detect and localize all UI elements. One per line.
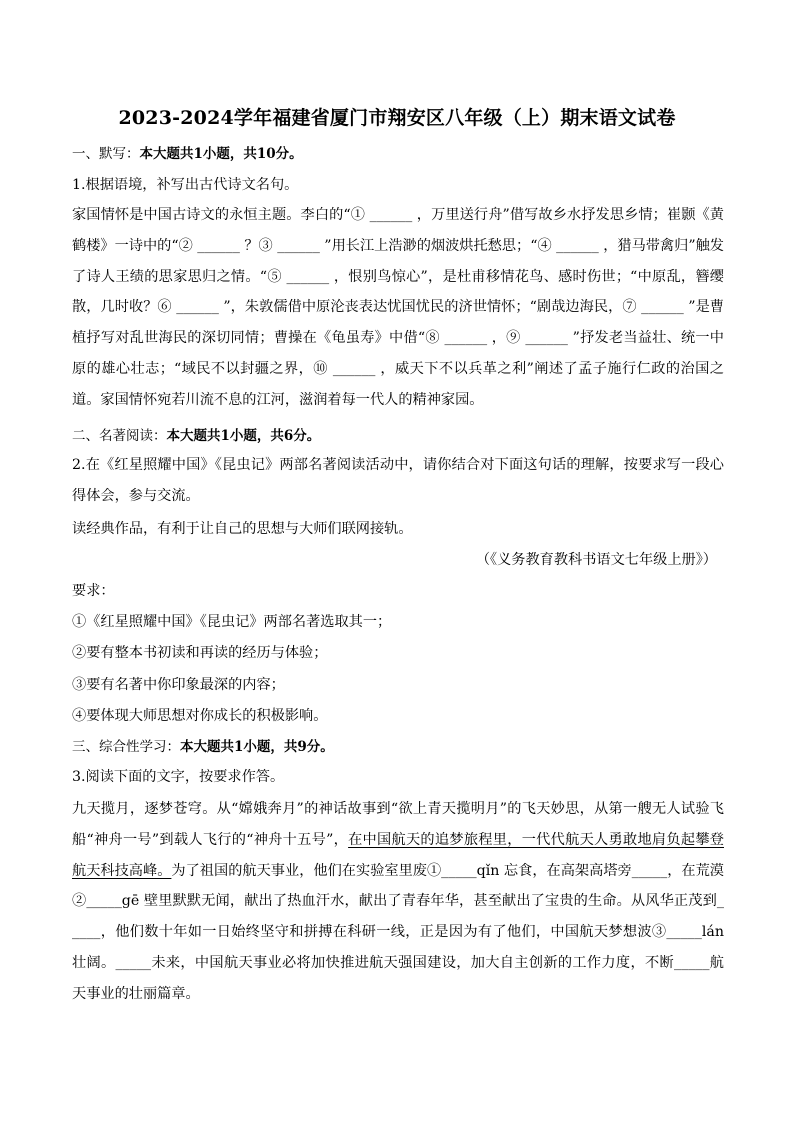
page-title: 2023-2024学年福建省厦门市翔安区八年级（上）期末语文试卷 xyxy=(118,107,676,129)
section-heading-3 xyxy=(72,737,732,757)
section-heading-score: 本大题共1小题，共9分。 xyxy=(180,739,334,755)
passage-text: 九天揽月，逐梦苍穹。从“嫦娥奔月”的神话故事到“欲上青天揽明月”的飞天妙思，从第一艘无人试验飞船“神舟一号”到载人飞行的“神舟十五号”， xyxy=(72,801,724,848)
section-heading-prefix: 二、名著阅读： xyxy=(72,428,167,444)
passage-text: 为了祖国的航天事业，他们在实验室里废①_____qǐn 忘食，在高架高塔旁_____，在荒漠②_____gē 壁里默默无闻，献出了热血汗水，献出了青春年华，甚至献出了宝贵的生命。从风华正茂到_____，他们数十年如一日始终坚守和拼搏在科研一线，正是因为有了他们，中国航天梦想波③_____lán 壮阔。_____未来，中国航天事业必将加快推进航天强国建设，加大自主创新的工作力度，不断_____航天事业的壮丽篇章。 xyxy=(72,862,724,1002)
section-heading-prefix: 一、默写： xyxy=(72,146,140,162)
requirement-item: ①《红星照耀中国》《昆虫记》两部名著选取其一； xyxy=(72,614,392,630)
quote-source: （《义务教育教科书语文七年级上册》） xyxy=(475,552,717,568)
section-heading-score: 本大题共1小题，共10分。 xyxy=(139,146,303,162)
section-heading-1 xyxy=(72,144,732,164)
requirement-item: ③要有名著中你印象最深的内容； xyxy=(72,677,285,693)
question-2-quote: 读经典作品，有利于让自己的思想与大师们联网接轨。 xyxy=(72,521,413,537)
underlined-sentence: 在中国航天的追梦旅程里，一代代航天人勇敢地肩负起攀登航天科技高峰。 xyxy=(72,831,724,879)
question-1-passage: 家国情怀是中国古诗文的永恒主题。李白的“① ______ ，万里送行舟”借写故乡水抒发思乡情；崔颢《黄鹤楼》一诗中的“② ______ ？③ ______ ”用长江上浩渺的烟波烘托愁思；“④ ______ ，猎马带禽归”触发了诗人王绩的思家思归之情。“⑤ ______ ，恨别鸟惊心”，是杜甫移情花鸟、感时伤世；“中原乱，簪缨散，几时收？⑥ ______ ”，朱敦儒借中原沦丧表达忧国忧民的济世情怀；“剧哉边海民，⑦ ______ ”是曹植抒写对乱世海民的深切同情；曹操在《龟虽寿》中借“⑧ ______ ，⑨ ______ ”抒发老当益壮、统一中原的雄心壮志；“域民不以封疆之界，⑩ ______ ，威天下不以兵革之利”阐述了孟子施行仁政的治国之道。家国情怀宛若川流不息的江河，滋润着每一代人的精神家园。 xyxy=(72,207,724,408)
section-heading-2 xyxy=(72,426,732,446)
requirement-item: ④要体现大师思想对你成长的积极影响。 xyxy=(72,708,328,724)
question-3: 3.阅读下面的文字，按要求作答。 xyxy=(72,769,285,785)
question-1: 1.根据语境，补写出古代诗文名句。 xyxy=(72,177,299,193)
section-heading-prefix: 三、综合性学习： xyxy=(72,739,180,755)
requirements-label: 要求： xyxy=(72,583,115,599)
question-2: 2.在《红星照耀中国》《昆虫记》两部名著阅读活动中，请你结合对下面这句话的理解，按要求写一段心得体会，参与交流。 xyxy=(72,457,724,504)
section-heading-score: 本大题共1小题，共6分。 xyxy=(166,428,321,444)
requirement-item: ②要有整本书初读和再读的经历与体验； xyxy=(72,645,328,661)
question-3-passage xyxy=(72,794,724,1010)
